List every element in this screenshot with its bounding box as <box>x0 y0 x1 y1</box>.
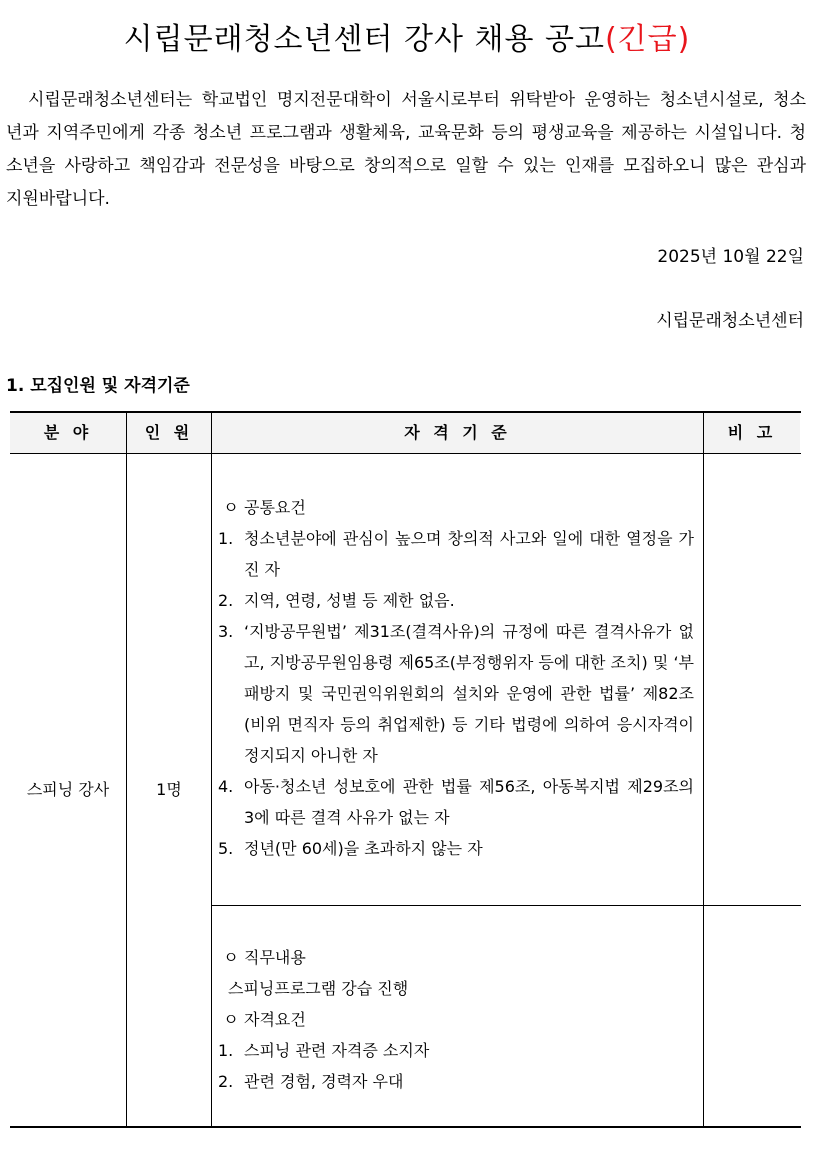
duty-heading: 직무내용 <box>244 948 306 967</box>
header-field: 분 야 <box>43 423 93 442</box>
header-criteria: 자 격 기 준 <box>404 423 511 442</box>
table-col-divider-1 <box>126 413 127 1126</box>
circle-bullet: ㅇ <box>223 948 239 967</box>
table-row-divider <box>211 905 801 906</box>
header-count: 인 원 <box>144 423 194 442</box>
common-heading-line <box>218 492 694 523</box>
announcement-date: 2025년 10월 22일 <box>657 247 804 267</box>
common-item-4: 4. 아동·청소년 성보호에 관한 법률 제56조, 아동복지법 제29조의 3에 따른 결격 사유가 없는 자 <box>218 777 694 827</box>
section-title: 1. 모집인원 및 자격기준 <box>6 376 190 396</box>
circle-bullet: ㅇ <box>223 498 239 517</box>
common-heading: 공통요건 <box>244 498 306 517</box>
circle-bullet: ㅇ <box>223 1010 239 1029</box>
qualification-item-2: 2. 관련 경험, 경력자 우대 <box>218 1072 404 1091</box>
common-requirements <box>218 492 694 864</box>
field-value: 스피닝 강사 <box>26 780 110 799</box>
count-value: 1명 <box>156 780 182 799</box>
common-item-1: 1. 청소년분야에 관심이 높으며 창의적 사고와 일에 대한 열정을 가진 자 <box>218 529 694 579</box>
table-col-divider-2 <box>211 413 212 1126</box>
qualification-heading: 자격요건 <box>244 1010 306 1029</box>
job-requirements <box>218 942 694 1097</box>
title-urgent-tag: (긴급) <box>604 22 691 58</box>
qualification-item-1: 1. 스피닝 관련 자격증 소지자 <box>218 1041 430 1060</box>
table-header-divider <box>10 453 801 454</box>
page-title <box>0 20 814 60</box>
common-item-5: 5. 정년(만 60세)을 초과하지 않는 자 <box>218 839 483 858</box>
duty-text: 스피닝프로그램 강습 진행 <box>228 979 409 998</box>
table-col-divider-3 <box>703 413 704 1126</box>
intro-paragraph: 시립문래청소년센터는 학교법인 명지전문대학이 서울시로부터 위탁받아 운영하는 청소년시설로, 청소년과 지역주민에게 각종 청소년 프로그램과 생활체육, 교육문화 등의 평생교육을 제공하는 시설입니다. 청소년을 사랑하고 책임감과 전문성을 바탕으로 창의적으로 일할 수 있는 인재를 모집하오니 많은 관심과 지원바랍니다. <box>6 90 807 209</box>
qualification-heading-line <box>218 1004 694 1035</box>
header-remarks: 비 고 <box>727 423 777 442</box>
common-item-2: 2. 지역, 연령, 성별 등 제한 없음. <box>218 591 455 610</box>
duty-heading-line <box>218 942 694 973</box>
title-main: 시립문래청소년센터 강사 채용 공고 <box>123 22 605 58</box>
organization-name: 시립문래청소년센터 <box>656 311 804 331</box>
table-bottom-border <box>10 1126 801 1128</box>
common-item-3: 3. ‘지방공무원법’ 제31조(결격사유)의 규정에 따른 결격사유가 없고, 지방공무원임용령 제65조(부정행위자 등에 대한 조치) 및 ‘부패방지 및 국민권익위원회의 설치와 운영에 관한 법률’ 제82조(비위 면직자 등의 취업제한) 등 기타 법령에 의하여 응시자격이 정지되지 아니한 자 <box>218 622 694 765</box>
